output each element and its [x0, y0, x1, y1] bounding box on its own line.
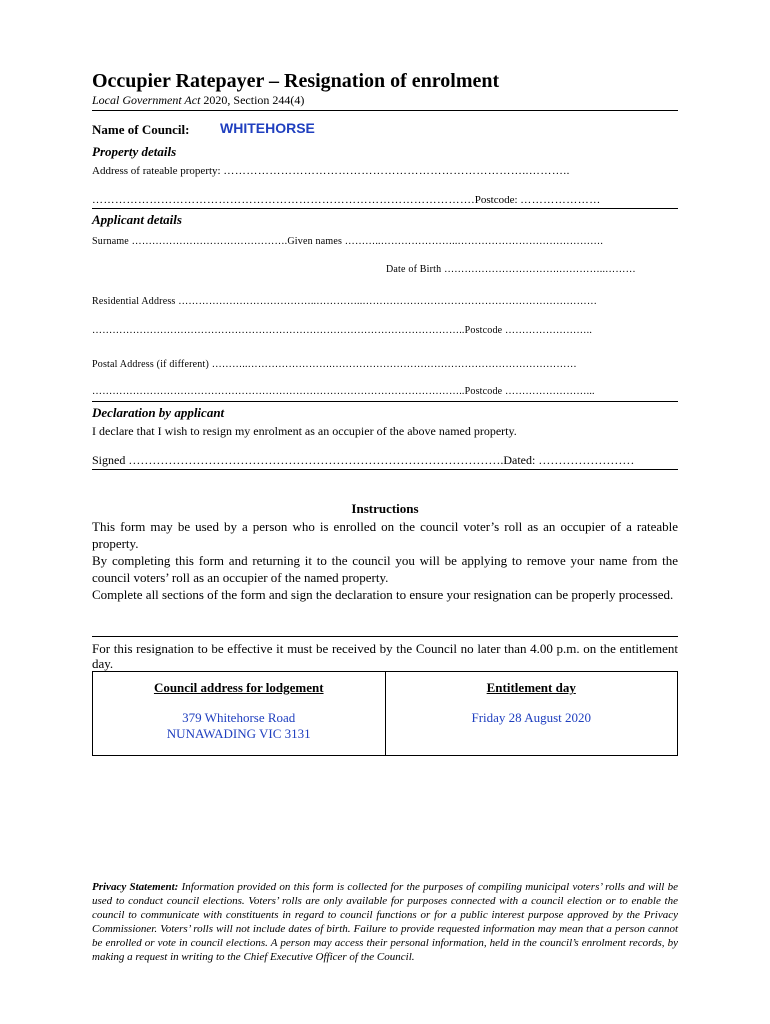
property-address-label: Address of rateable property: — [92, 165, 221, 177]
dob-field[interactable]: …………………………….…………..……… — [444, 264, 636, 275]
property-divider — [92, 208, 678, 209]
declaration-heading: Declaration by applicant — [92, 405, 225, 420]
instructions-title: Instructions — [351, 501, 419, 516]
surname-label: Surname — [92, 236, 129, 247]
surname-field[interactable]: ………………………………………. — [131, 236, 288, 247]
signature-row — [92, 453, 634, 468]
property-address-row — [92, 165, 570, 177]
residential-address-line2-row — [92, 325, 592, 336]
privacy-statement — [92, 880, 678, 964]
lodgement-address-line2: NUNAWADING VIC 3131 — [166, 726, 311, 741]
postal-postcode-field[interactable]: ……………………... — [505, 386, 595, 397]
property-address-field[interactable]: ……………………………………………………………………..……….. — [223, 165, 570, 177]
declaration-text: I declare that I wish to resign my enrolment as an occupier of the above named property. — [92, 424, 517, 438]
council-name-label: Name of Council: — [92, 122, 190, 137]
postal-postcode-label: Postcode — [464, 386, 503, 397]
entitlement-day-value: Friday 28 August 2020 — [471, 710, 592, 725]
property-address-line2-row — [92, 194, 601, 206]
property-details-heading: Property details — [92, 144, 177, 159]
dob-label: Date of Birth — [386, 264, 442, 275]
entitlement-day-heading: Entitlement day — [486, 680, 576, 695]
dob-row — [386, 264, 636, 275]
given-names-label: Given names — [287, 236, 343, 247]
signed-field[interactable]: …………………………………………………………………………………. — [128, 453, 504, 467]
instructions-paragraph-3: Complete all sections of the form and sign the declaration to ensure your resignation can be properly processed. — [92, 587, 674, 602]
property-postcode-label: Postcode: — [474, 194, 518, 206]
lodgement-address-cell — [93, 672, 386, 756]
act-name: Local Government Act — [92, 93, 201, 107]
council-name-value[interactable]: WHITEHORSE — [220, 120, 315, 136]
dated-field[interactable]: …………………… — [538, 453, 635, 467]
signed-label: Signed — [92, 453, 126, 467]
residential-postcode-label: Postcode — [464, 325, 503, 336]
instructions-paragraph-2: By completing this form and returning it to the council you will be applying to remove your name from the council voters’ roll as an occupier of the named property. — [92, 553, 678, 585]
lodgement-address-line1: 379 Whitehorse Road — [182, 710, 296, 725]
residential-address-row — [92, 296, 597, 307]
form-subtitle — [92, 93, 304, 108]
declaration-divider — [92, 469, 678, 470]
lodgement-table — [92, 671, 678, 756]
entitlement-day-cell — [385, 672, 678, 756]
privacy-label: Privacy Statement: — [92, 881, 179, 893]
postal-address-line2-field[interactable]: ……………………………………………………………………………………………….. — [92, 386, 465, 397]
residential-address-field[interactable]: …………………………………..…………..…………………………………………………………… — [178, 296, 598, 307]
effective-divider — [92, 636, 678, 637]
lodgement-address-heading: Council address for lodgement — [153, 680, 324, 695]
form-title: Occupier Ratepayer – Resignation of enrolment — [92, 70, 500, 92]
act-detail: 2020, Section 244(4) — [200, 93, 305, 107]
given-names-field[interactable]: ………..…………………..……………………………………. — [344, 236, 604, 247]
name-row — [92, 236, 603, 247]
residential-address-label: Residential Address — [92, 296, 176, 307]
property-address-line2-field[interactable]: ………………………………………………………………………………………. — [92, 194, 475, 206]
residential-address-line2-field[interactable]: ……………………………………………………………………………………………….. — [92, 325, 465, 336]
dated-label: Dated: — [503, 453, 536, 467]
applicant-divider — [92, 401, 678, 402]
effective-notice: For this resignation to be effective it must be received by the Council no later than 4.00 p.m. on the entitlement day. — [92, 641, 678, 671]
postal-address-label: Postal Address (if different) — [92, 359, 209, 370]
postal-address-field[interactable]: ………..…………………….……………………………………………………………… — [211, 359, 577, 370]
lodgement-address-value — [94, 710, 384, 742]
privacy-text: Information provided on this form is collected for the purposes of compiling municipal voters’ rolls and will be used to conduct council elections. Voters’ rolls are only available for purposes connected with a council election or to enable the council to communicate with constituents in regard to council functions or for a public interest purpose approved by the Privacy Commissioner. Voters’ rolls will not include dates of birth. Failure to provide requested information may mean that a person cannot be enrolled or vote in council elections. A person may access their personal information, held in the council’s enrolment records, by making a request in writing to the Chief Executive Officer of the Council. — [92, 881, 679, 963]
postal-address-line2-row — [92, 386, 595, 397]
residential-postcode-field[interactable]: …………………….. — [505, 325, 593, 336]
property-postcode-field[interactable]: ………………… — [520, 194, 601, 206]
title-divider — [92, 110, 678, 111]
postal-address-row — [92, 359, 577, 370]
instructions-paragraph-1: This form may be used by a person who is enrolled on the council voter’s roll as an occupier of a rateable property. — [92, 519, 678, 551]
applicant-details-heading: Applicant details — [92, 212, 182, 227]
